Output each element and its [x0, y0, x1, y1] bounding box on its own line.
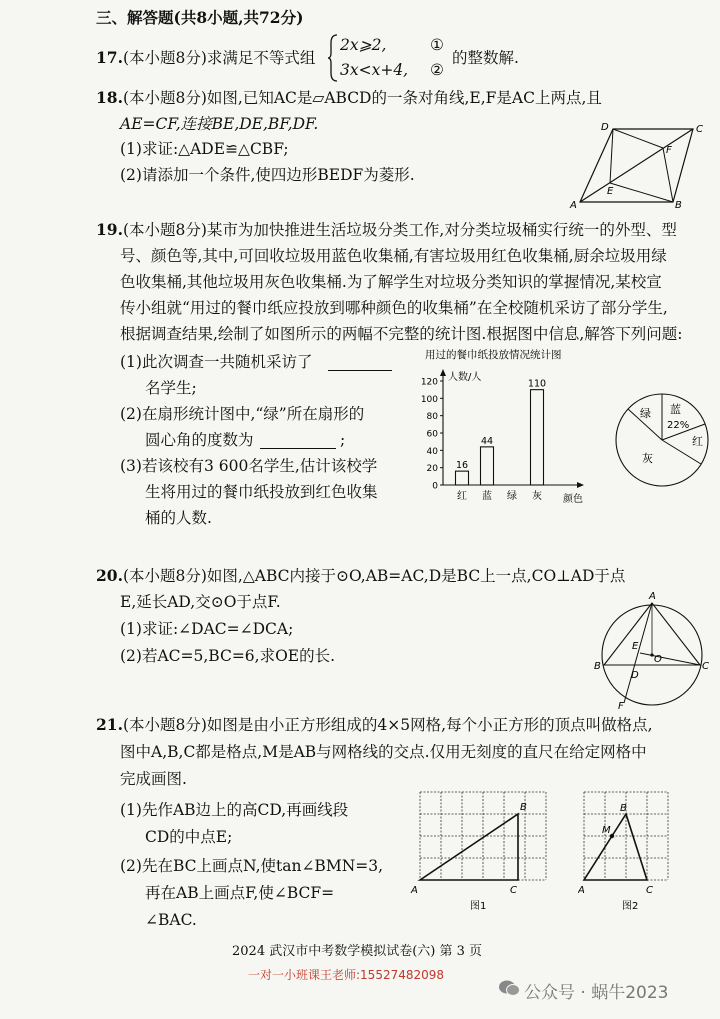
- label-c: C: [510, 885, 517, 896]
- bar-value-label: 16: [455, 460, 469, 472]
- label-c: C: [646, 885, 653, 896]
- q19-part3a: (3)若该校有3 600名学生,估计该校学: [120, 457, 378, 475]
- label-a: A: [570, 200, 577, 211]
- section-title: 三、解答题(共8小题,共72分): [96, 8, 304, 27]
- label-e: E: [632, 641, 639, 652]
- q21-part1b: CD的中点E;: [145, 828, 233, 846]
- q19-line4: 传小组就“用过的餐巾纸应投放到哪种颜色的收集桶”在全校随机采访了部分学生,: [120, 299, 668, 317]
- q21-part1a: (1)先作AB边上的高CD,再画线段: [120, 801, 349, 819]
- y-axis-arrow-icon: [440, 369, 446, 376]
- question-number: 19.: [96, 220, 123, 239]
- y-tick-label: 20: [426, 464, 438, 475]
- q19-part2c: ;: [340, 431, 346, 449]
- q21-line2: 图中A,B,C都是格点,M是AB与网格线的交点.仅用无刻度的直尺在给定网格中: [120, 743, 647, 761]
- bar-chart: [405, 345, 605, 505]
- label-b: B: [620, 803, 627, 814]
- inequality-1: 2x⩾2,: [340, 36, 387, 54]
- label-c: C: [702, 661, 709, 672]
- q19-part3c: 桶的人数.: [145, 509, 212, 527]
- page-footer: 2024 武汉市中考数学模拟试卷(六) 第 3 页: [232, 944, 483, 959]
- contact-line: 一对一小班课王老师:15527482098: [248, 968, 445, 982]
- question-number: 21.: [96, 715, 123, 734]
- y-tick-label: 0: [432, 481, 438, 492]
- q19-part2b: 圆心角的度数为: [145, 431, 254, 449]
- q19-line2: 号、颜色等,其中,可回收垃圾用蓝色收集桶,有害垃圾用红色收集桶,厨余垃圾用绿: [120, 247, 667, 265]
- pie-label-gray: 灰: [642, 452, 653, 465]
- q19-part1a: (1)此次调查一共随机采访了: [120, 353, 313, 371]
- q17-text: 17.(本小题8分)求满足不等式组: [96, 48, 316, 67]
- chart-xlabel: 颜色: [563, 494, 583, 505]
- question-number: 17.: [96, 48, 123, 67]
- question-number: 18.: [96, 88, 123, 107]
- answer-blank-1[interactable]: [328, 370, 392, 371]
- inequality-2: 3x<x+4,: [340, 61, 409, 79]
- q18-part2: (2)请添加一个条件,使四边形BEDF为菱形.: [120, 166, 415, 184]
- q21-part2b: 再在AB上画点F,使∠BCF=: [145, 884, 335, 902]
- label-b: B: [594, 661, 601, 672]
- label-e: E: [607, 186, 614, 197]
- grid-figure-2: [578, 786, 678, 916]
- q19-line1: 19.(本小题8分)某市为加快推进生活垃圾分类工作,对分类垃圾桶实行统一的外型、型: [96, 220, 677, 239]
- pie-label-red: 红: [692, 435, 703, 448]
- label-f: F: [666, 145, 672, 156]
- pie-label-green: 绿: [640, 407, 651, 420]
- parallelogram-figure: [565, 112, 715, 212]
- label-a: A: [578, 885, 585, 896]
- q18-line1: 18.(本小题8分)如图,已知AC是▱ABCD的一条对角线,E,F是AC上两点,且: [96, 88, 602, 107]
- pie-label-blue: 蓝: [670, 403, 681, 416]
- chart-ylabel: 人数/人: [448, 372, 482, 383]
- q21-part2c: ∠BAC.: [145, 911, 197, 929]
- label-b: B: [675, 200, 682, 211]
- q18-line2: AE=CF,连接BE,DE,BF,DF.: [120, 115, 319, 133]
- pie-label-blue-pct: 22%: [667, 420, 690, 431]
- bar-1: [481, 447, 494, 485]
- bar-0: [456, 471, 469, 485]
- label-f: F: [618, 701, 624, 710]
- label-d: D: [631, 670, 639, 681]
- q20-part2: (2)若AC=5,BC=6,求OE的长.: [120, 647, 336, 665]
- q19-line3: 色收集桶,其他垃圾用灰色收集桶.为了解学生对垃圾分类知识的掌握情况,某校宣: [120, 273, 662, 291]
- brace-icon: [327, 33, 339, 83]
- label-b: B: [520, 802, 527, 813]
- q20-line1: 20.(本小题8分)如图,△ABC内接于⊙O,AB=AC,D是BC上一点,CO⊥AD于点: [96, 566, 626, 585]
- bar-3: [531, 390, 544, 485]
- x-axis-arrow-icon: [577, 482, 584, 488]
- pie-chart: [612, 390, 716, 494]
- label-d: D: [601, 122, 609, 133]
- label-a: A: [411, 885, 418, 896]
- category-label: 绿: [507, 491, 517, 502]
- q19-part3b: 生将用过的餐巾纸投放到红色收集: [145, 483, 378, 501]
- grid-figure-1: [410, 786, 560, 916]
- category-label: 红: [457, 491, 467, 502]
- chart-title: 用过的餐巾纸投放情况统计图: [425, 349, 562, 361]
- wechat-icon: [498, 979, 520, 997]
- category-label: 灰: [532, 491, 542, 502]
- question-number: 20.: [96, 566, 123, 585]
- q20-line2: E,延长AD,交⊙O于点F.: [120, 593, 281, 611]
- bar-value-label: 110: [527, 378, 547, 390]
- y-tick-label: 60: [426, 429, 438, 440]
- watermark: 公众号 · 蜗牛2023: [524, 983, 669, 1003]
- label-a: A: [649, 591, 656, 602]
- circle-figure: [590, 585, 715, 710]
- circled-two: ②: [430, 61, 444, 79]
- category-label: 蓝: [482, 491, 492, 502]
- fig1-caption: 图1: [470, 901, 487, 912]
- q17-tail: 的整数解.: [452, 49, 519, 67]
- label-o: O: [654, 654, 662, 665]
- y-tick-label: 120: [420, 377, 438, 388]
- label-m: M: [602, 825, 611, 836]
- q21-line1: 21.(本小题8分)如图是由小正方形组成的4×5网格,每个小正方形的顶点叫做格点,: [96, 715, 653, 734]
- answer-blank-2[interactable]: [260, 448, 336, 449]
- y-tick-label: 100: [420, 394, 438, 405]
- y-tick-label: 80: [426, 412, 438, 423]
- q19-part1b: 名学生;: [145, 379, 197, 397]
- q19-part2a: (2)在扇形统计图中,“绿”所在扇形的: [120, 405, 365, 423]
- q21-part2a: (2)先在BC上画点N,使tan∠BMN=3,: [120, 857, 384, 875]
- q18-part1: (1)求证:△ADE≌△CBF;: [120, 140, 289, 158]
- circled-one: ①: [430, 36, 444, 54]
- q21-line3: 完成画图.: [120, 770, 187, 788]
- label-c: C: [696, 124, 703, 135]
- bar-value-label: 44: [480, 435, 494, 447]
- fig2-caption: 图2: [622, 901, 639, 912]
- y-tick-label: 40: [426, 446, 438, 457]
- q19-line5: 根据调查结果,绘制了如图所示的两幅不完整的统计图.根据图中信息,解答下列问题:: [120, 325, 683, 343]
- q20-part1: (1)求证:∠DAC=∠DCA;: [120, 620, 294, 638]
